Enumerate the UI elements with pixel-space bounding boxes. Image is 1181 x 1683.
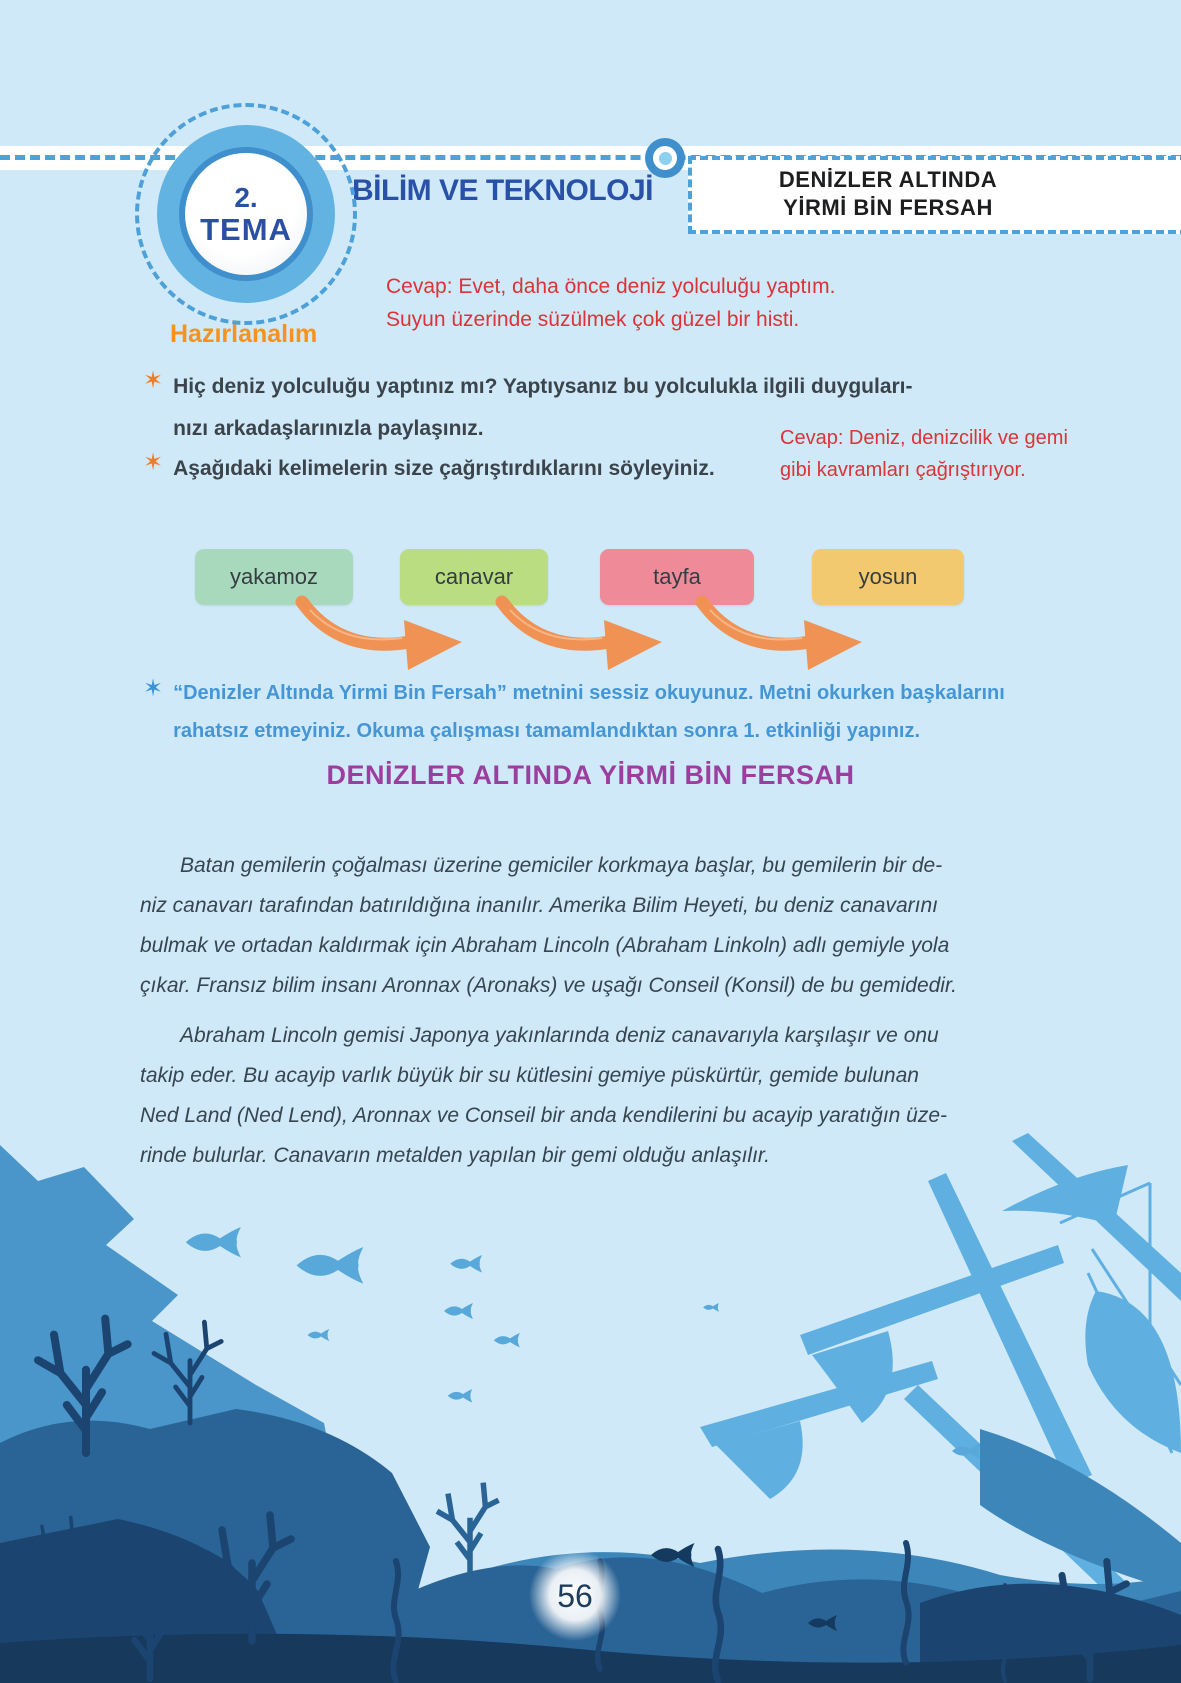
story-line: Abraham Lincoln gemisi Japonya yakınlarında deniz canavarıyla karşılaşır ve onu [180,1024,939,1047]
fish-icon [494,1333,520,1347]
story-line: rinde bulurlar. Canavarın metalden yapılan bir gemi olduğu anlaşılır. [140,1144,770,1167]
reading-instruction-line2: rahatsız etmeyiniz. Okuma çalışması tamamlandıktan sonra 1. etkinliği yapınız. [173,720,921,742]
badge-number: 2. [234,181,258,213]
page-number: 56 [557,1578,593,1614]
answer-1-line2: Suyun üzerinde süzülmek çok güzel bir histi. [386,308,800,331]
answer-note-2 [780,422,1068,486]
prepare-bullet-1-line1: Hiç deniz yolculuğu yaptınız mı? Yaptıysanız bu yolculukla ilgili duyguları- [173,375,913,398]
arrow-row [250,592,900,678]
fish-icon [297,1247,364,1284]
arrow-icon [302,602,462,670]
answer-2-line2: gibi kavramları çağrıştırıyor. [780,459,1026,481]
bullet-star-icon: ✶ [143,675,164,702]
unit-title-line2: YİRMİ BİN FERSAH [783,195,993,220]
prepare-bullet-1-line2: nızı arkadaşlarınızla paylaşınız. [173,417,484,440]
target-dot-icon [645,138,685,178]
arrow-icon [702,602,862,670]
story-title: DENİZLER ALTINDA YİRMİ BİN FERSAH [326,760,855,790]
answer-1-line1: Cevap: Evet, daha önce deniz yolculuğu yaptım. [386,275,836,298]
reading-instruction [143,674,1005,750]
unit-title-line1: DENİZLER ALTINDA [778,167,998,192]
bullet-star-icon: ✶ [143,449,164,476]
answer-2-line1: Cevap: Deniz, denizcilik ve gemi [780,427,1068,449]
answer-note-1 [386,270,835,336]
word-card-label: yosun [858,564,918,589]
fish-icon [186,1227,241,1257]
story-line: Ned Land (Ned Lend), Aronnax ve Conseil bir anda kendilerini bu acayip yaratığın üze- [140,1104,948,1127]
reading-instruction-line1: “Denizler Altında Yirmi Bin Fersah” metnini sessiz okuyunuz. Metni okurken başkalarını [173,682,1005,704]
prepare-heading: Hazırlanalım [170,320,318,348]
story-line: bulmak ve ortadan kaldırmak için Abraham Lincoln (Abraham Linkoln) adlı gemiyle yola [140,934,950,957]
story-line: takip eder. Bu acayip varlık büyük bir su kütlesini gemiye püskürtür, gemide bulunan [140,1064,919,1087]
fish-icon [450,1255,482,1273]
unit-title [688,166,1088,222]
fish-icon [448,1389,473,1403]
page-number-badge [529,1549,621,1641]
theme-badge [135,103,357,325]
prepare-bullet-2 [143,448,715,490]
story-line: Batan gemilerin çoğalması üzerine gemiciler korkmaya başlar, bu gemilerin bir de- [180,854,943,877]
word-card-label: tayfa [653,564,701,589]
fish-icon [308,1329,330,1341]
story-line: niz canavarı tarafından batırıldığına inanılır. Amerika Bilim Heyeti, bu deniz canavarını [140,894,939,917]
badge-center [185,153,307,275]
bullet-star-icon: ✶ [143,367,164,394]
word-card-label: canavar [434,564,514,589]
word-card-label: yakamoz [229,564,319,589]
underwater-scene [0,1123,1181,1683]
arrow-icon [502,602,662,670]
prepare-bullet-2-text: Aşağıdaki kelimelerin size çağrıştırdıklarını söyleyiniz. [173,457,715,480]
fish-icon [703,1303,719,1312]
theme-title: BİLİM VE TEKNOLOJİ [352,174,654,207]
badge-label: TEMA [200,211,292,247]
fish-icon [444,1303,473,1319]
story-line: çıkar. Fransız bilim insanı Aronnax (Aronaks) ve uşağı Conseil (Konsil) de bu gemidedir. [140,974,958,997]
